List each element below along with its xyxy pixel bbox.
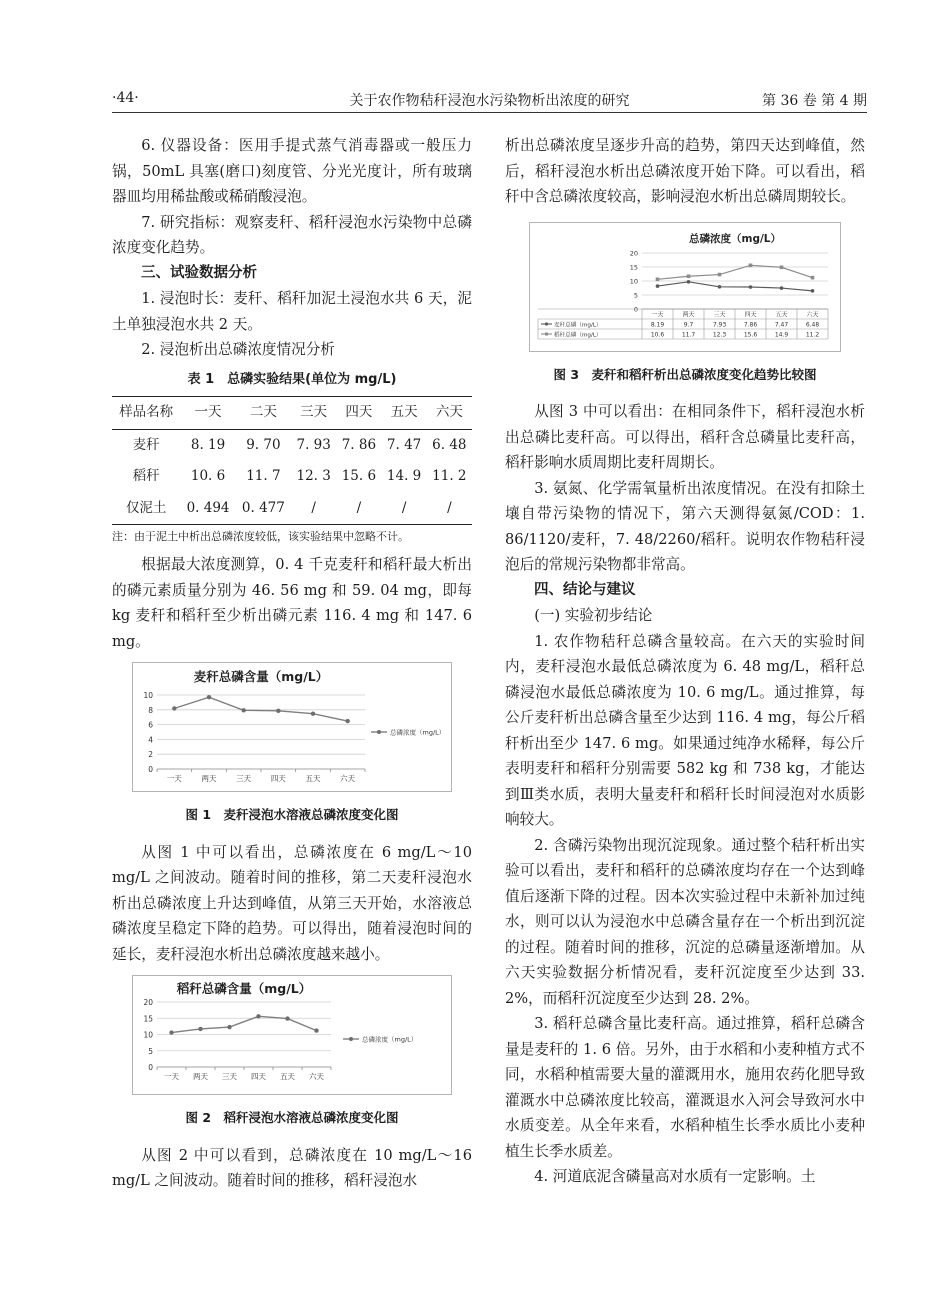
x-tick-label: 四天	[270, 774, 286, 783]
data-point	[718, 284, 722, 288]
data-point	[811, 275, 815, 279]
figure-3-chart	[529, 222, 841, 352]
table-header: 样品名称	[119, 404, 174, 420]
x-tick-label: 五天	[280, 1072, 295, 1081]
data-label: 11.7	[681, 331, 696, 338]
y-tick-label: 6	[148, 720, 153, 730]
y-tick-label: 10	[143, 1030, 153, 1040]
legend-marker	[377, 730, 381, 734]
legend-marker	[545, 332, 548, 335]
data-point	[687, 274, 691, 278]
y-tick-label: 4	[148, 735, 153, 745]
table-header: 四天	[345, 404, 373, 420]
data-label: 11.2	[805, 331, 820, 338]
table-cell: 稻秆	[132, 468, 160, 484]
paragraph: 2. 含磷污染物出现沉淀现象。通过整个秸秆析出实验可以看出，麦秆和稻秆的总磷浓度均存在一个达到峰值后逐渐下降的过程。因本次实验过程中未新补加过纯水，则可以认为浸泡水中总磷含量存在一个析出到沉淀的过程。随着时间的推移，沉淀的总磷量逐渐增加。从六天实验数据分析情况看，麦秆沉淀度至少达到 33. 2%，而稻秆沉淀度至少达到 28. 2%。	[505, 836, 865, 1007]
data-label: 10.6	[650, 331, 665, 338]
y-tick-label: 10	[143, 691, 153, 700]
x-tick-label: 五天	[775, 311, 788, 318]
table-cell: 11. 2	[432, 468, 467, 484]
x-tick-label: 三天	[713, 311, 726, 318]
paragraph: 1. 农作物秸秆总磷含量较高。在六天的实验时间内，麦秆浸泡水最低总磷浓度为 6. 48 mg/L，稻秆总磷浸泡水最低总磷浓度为 10. 6 mg/L。通过推算，每公斤麦秆析出总磷含量至少达到 116. 4 mg，每公斤稻秆析出至少 147. 6 mg。如果通过纯净水稀释，每公斤表明麦秆和稻秆分别需要 582 kg 和 738 kg，才能达到Ⅲ类水质，表明大量麦秆和稻秆长时间浸泡对水质影响较大。	[505, 632, 865, 828]
paragraph: 从图 2 中可以看到，总磷浓度在 10 mg/L～16 mg/L 之间波动。随着时间的推移，稻秆浸泡水	[112, 1146, 472, 1189]
data-point	[656, 284, 660, 288]
data-point	[345, 719, 349, 723]
table-note: 注：由于泥土中析出总磷浓度较低，该实验结果中忽略不计。	[112, 530, 409, 543]
paragraph: 从图 1 中可以看出，总磷浓度在 6 mg/L～10 mg/L 之间波动。随着时间的推移，第二天麦秆浸泡水析出总磷浓度上升达到峰值，从第三天开始，水溶液总磷浓度呈稳定下降的趋势。可以得出，随着浸泡时间的延长，麦秆浸泡水析出总磷浓度越来越小。	[112, 843, 472, 963]
data-point	[172, 706, 176, 710]
x-tick-label: 一天	[166, 774, 182, 783]
data-label: 7.93	[712, 321, 727, 328]
table-row	[112, 461, 472, 493]
series-line	[658, 281, 813, 290]
series-line	[174, 697, 347, 721]
data-label: 14.9	[774, 331, 789, 338]
y-tick-label: 5	[148, 1046, 153, 1056]
data-point	[169, 1030, 173, 1034]
x-tick-label: 四天	[251, 1072, 266, 1081]
x-tick-label: 两天	[201, 774, 217, 783]
legend-label: 稻秆总磷（mg/L）	[554, 332, 602, 338]
data-point	[749, 285, 753, 289]
legend-marker	[545, 322, 548, 325]
table-row	[112, 493, 472, 525]
data-point	[780, 265, 784, 269]
figure-caption: 图 1 麦秆浸泡水溶液总磷浓度变化图	[185, 807, 399, 822]
chart-title: 麦秆总磷含量（mg/L）	[193, 669, 329, 684]
data-point	[780, 286, 784, 290]
data-label: 9.7	[683, 321, 694, 328]
y-tick-label: 20	[143, 998, 153, 1007]
x-tick-label: 两天	[193, 1072, 208, 1081]
y-tick-label: 0	[633, 305, 638, 313]
figure-1-svg	[133, 663, 451, 791]
data-point	[749, 263, 753, 267]
legend-label: 麦秆总磷（mg/L）	[554, 322, 602, 328]
y-tick-label: 2	[148, 750, 153, 760]
paragraph: 3. 稻秆总磷含量比麦秆高。通过推算，稻秆总磷含量是麦秆的 1. 6 倍。另外，由于水稻和小麦种植方式不同，水稻种植需要大量的灌溉用水，施用农药化肥导致灌溉水中总磷浓度比较高，灌溉退水入河会导致河水中水质变差。从全年来看，水稻种植生长季水质比小麦种植生长季水质差。	[505, 1015, 865, 1160]
table-cell: 9. 70	[246, 436, 281, 453]
table-cell: 7. 47	[386, 436, 422, 453]
data-point	[285, 1016, 289, 1020]
right-column	[505, 133, 865, 1190]
data-label: 7.86	[743, 321, 758, 328]
data-point	[198, 1027, 202, 1031]
data-label: 6.48	[805, 321, 820, 328]
table-cell: 麦秆	[132, 436, 160, 453]
data-point	[314, 1028, 318, 1032]
table-cell: /	[401, 499, 407, 516]
section-heading: 三、试验数据分析	[141, 264, 257, 281]
data-point	[687, 280, 691, 284]
paragraph: 4. 河道底泥含磷量高对水质有一定影响。土	[534, 1168, 816, 1185]
legend-label: 总磷浓度（mg/L）	[390, 728, 446, 737]
table-header: 六天	[435, 404, 463, 420]
x-tick-label: 五天	[305, 774, 321, 783]
y-tick-label: 10	[629, 277, 638, 285]
table-header-row	[112, 397, 472, 430]
paragraph: 根据最大浓度测算，0. 4 千克麦秆和稻秆最大析出的磷元素质量分别为 46. 56 mg 和 59. 04 mg，即每 kg 麦秆和稻秆至少析出磷元素 116. 4 mg 和 147. 6 mg。	[112, 556, 472, 650]
figure-caption: 图 2 稻秆浸泡水溶液总磷浓度变化图	[185, 1110, 399, 1125]
x-tick-label: 六天	[806, 311, 819, 318]
y-tick-label: 5	[633, 291, 638, 299]
figure-caption: 图 3 麦秆和稻秆析出总磷浓度变化趋势比较图	[553, 366, 817, 382]
legend-marker	[349, 1037, 353, 1041]
table-cell: 仅泥土	[125, 499, 167, 516]
x-tick-label: 三天	[236, 774, 252, 783]
table-cell: 0. 494	[186, 499, 230, 516]
table-cell: /	[447, 499, 452, 516]
table-header: 二天	[249, 404, 277, 420]
left-column	[112, 133, 472, 1194]
paragraph: 1. 浸泡时长：麦秆、稻秆加泥土浸泡水共 6 天，泥土单独浸泡水共 2 天。	[112, 290, 472, 333]
data-point	[656, 277, 660, 281]
table-cell: /	[311, 499, 316, 516]
data-point	[241, 708, 245, 712]
table-cell: 15. 6	[341, 468, 377, 484]
data-point	[256, 1014, 260, 1018]
table-caption: 表 1 总磷实验结果(单位为 mg/L)	[187, 371, 397, 387]
legend-label: 总磷浓度（mg/L）	[362, 1035, 418, 1044]
table-cell: 6. 48	[432, 436, 467, 453]
table-cell: 12. 3	[296, 468, 331, 484]
y-tick-label: 15	[143, 1014, 153, 1024]
volume-issue: 第 36 卷 第 4 期	[762, 93, 867, 109]
x-tick-label: 一天	[164, 1072, 179, 1081]
chart-title: 总磷浓度（mg/L）	[689, 232, 781, 245]
paragraph: 6. 仪器设备：医用手提式蒸气消毒器或一般压力锅，50mL 具塞(磨口)刻度管、分光光度计，所有玻璃器皿均用稀盐酸或稀硝酸浸泡。	[112, 137, 472, 205]
journal-title: 关于农作物秸秆浸泡水污染物析出浓度的研究	[349, 93, 630, 109]
paragraph: 7. 研究指标：观察麦秆、稻秆浸泡水污染物中总磷浓度变化趋势。	[112, 213, 472, 256]
table-cell: 8. 19	[190, 436, 226, 453]
table-cell: 14. 9	[386, 468, 422, 484]
data-label: 8.19	[650, 321, 665, 328]
table-row	[112, 429, 472, 461]
table-header: 一天	[194, 404, 222, 420]
subsection-heading: (一) 实验初步结论	[534, 607, 653, 624]
chart-title: 稻秆总磷含量（mg/L）	[176, 981, 312, 996]
data-label: 7.47	[774, 321, 789, 328]
x-tick-label: 两天	[682, 311, 695, 318]
paragraph: 2. 浸泡析出总磷浓度情况分析	[141, 341, 335, 358]
data-point	[207, 695, 211, 699]
table-cell: 0. 477	[241, 499, 285, 516]
series-line	[172, 1016, 317, 1032]
figure-2-svg	[133, 976, 451, 1094]
section-heading: 四、结论与建议	[534, 581, 636, 598]
figure-3-svg	[530, 223, 840, 351]
x-tick-label: 一天	[651, 311, 664, 318]
figure-1-chart	[132, 662, 452, 792]
data-point	[311, 712, 315, 716]
page-number: ·44·	[112, 90, 139, 106]
x-tick-label: 三天	[222, 1072, 237, 1081]
data-label: 15.6	[743, 331, 758, 338]
data-point	[811, 289, 815, 293]
y-tick-label: 15	[629, 263, 638, 271]
table-cell: 10. 6	[190, 468, 226, 484]
paragraph: 3. 氨氮、化学需氧量析出浓度情况。在没有扣除土壤自带污染物的情况下，第六天测得氨氮/COD：1. 86/1120/麦秆，7. 48/2260/稻秆。说明农作物秸秆浸泡后的常规污染物都非常高。	[505, 479, 865, 573]
data-label: 12.3	[712, 331, 727, 338]
x-tick-label: 四天	[744, 311, 757, 318]
table-cell: 7. 86	[341, 436, 377, 453]
data-table	[112, 396, 472, 525]
table-header: 三天	[300, 404, 328, 420]
x-tick-label: 六天	[340, 774, 356, 783]
y-tick-label: 0	[148, 1063, 153, 1072]
paragraph: 从图 3 中可以看出：在相同条件下，稻秆浸泡水析出总磷比麦秆高。可以得出，稻秆含总磷量比麦秆高，稻秆影响水质周期比麦秆周期长。	[505, 403, 865, 471]
data-point	[718, 272, 722, 276]
table-cell: 11. 7	[246, 468, 281, 484]
x-tick-label: 六天	[309, 1072, 324, 1081]
table-cell: /	[356, 499, 362, 516]
y-tick-label: 8	[148, 705, 153, 715]
y-tick-label: 20	[629, 249, 638, 257]
data-point	[276, 709, 280, 713]
figure-2-chart	[132, 975, 452, 1095]
table-cell: 7. 93	[296, 436, 331, 453]
paragraph: 析出总磷浓度呈逐步升高的趋势，第四天达到峰值，然后，稻秆浸泡水析出总磷浓度开始下降。可以看出，稻秆中含总磷浓度较高，影响浸泡水析出总磷周期较长。	[505, 137, 865, 205]
y-tick-label: 0	[148, 765, 153, 774]
table-header: 五天	[390, 404, 418, 420]
series-line	[658, 265, 813, 279]
running-header	[112, 86, 867, 113]
data-point	[227, 1025, 231, 1029]
